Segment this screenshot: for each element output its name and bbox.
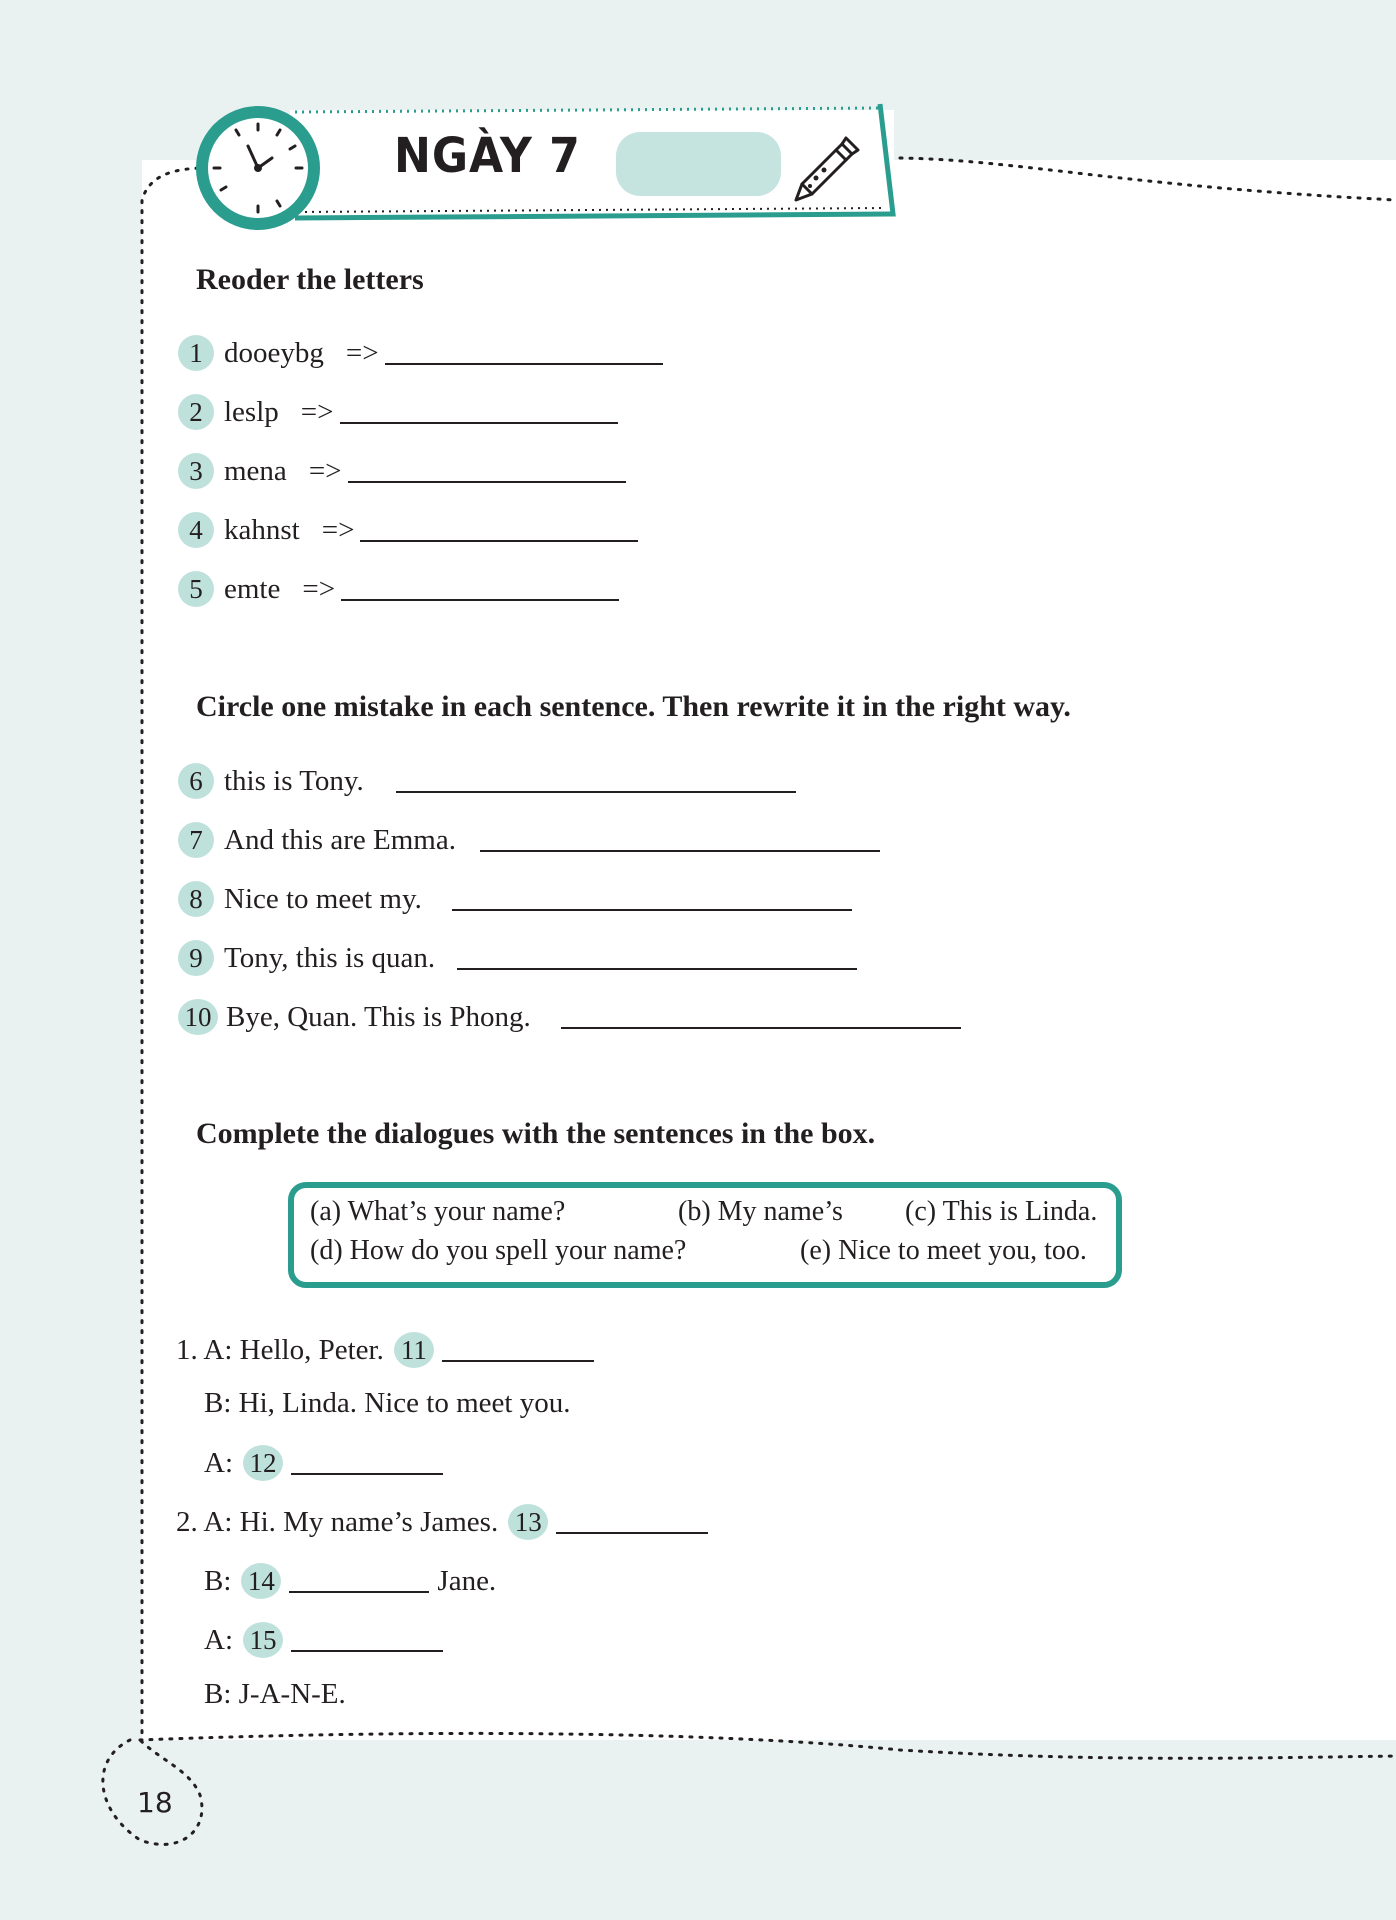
section1-heading: Reoder the letters — [196, 263, 424, 296]
sentence-text: And this are Emma. — [224, 823, 456, 856]
scrambled-word: emte — [224, 572, 281, 605]
sentence-item — [178, 940, 857, 976]
answer-blank[interactable] — [348, 481, 626, 483]
answer-blank[interactable] — [360, 540, 638, 542]
sentence-item — [178, 881, 852, 917]
dialogue-text: Jane. — [437, 1564, 497, 1597]
answer-blank[interactable] — [561, 1027, 961, 1029]
page-title: NGÀY 7 — [394, 128, 581, 184]
number-badge: 15 — [243, 1622, 283, 1658]
answer-blank[interactable] — [442, 1360, 594, 1362]
option-b: (b) My name’s — [678, 1196, 843, 1227]
clock-icon — [196, 106, 320, 230]
number-badge: 4 — [178, 512, 214, 548]
dialogue-text: 2. A: Hi. My name’s James. — [176, 1505, 499, 1538]
answer-blank[interactable] — [385, 363, 663, 365]
number-badge: 3 — [178, 453, 214, 489]
dialogue-text: B: J-A-N-E. — [204, 1678, 346, 1710]
dialogue1-line1 — [176, 1332, 594, 1368]
number-badge: 1 — [178, 335, 214, 371]
answer-blank[interactable] — [396, 791, 796, 793]
arrow: => — [308, 454, 342, 487]
number-badge: 9 — [178, 940, 214, 976]
section2-heading: Circle one mistake in each sentence. Then rewrite it in the right way. — [196, 690, 1071, 723]
dialogue2-line2 — [204, 1563, 496, 1599]
dialogue1-line3 — [204, 1445, 443, 1481]
answer-blank[interactable] — [452, 909, 852, 911]
dialogue2-line1 — [176, 1504, 708, 1540]
number-badge: 2 — [178, 394, 214, 430]
answer-blank[interactable] — [291, 1473, 443, 1475]
scrambled-word: leslp — [224, 395, 279, 428]
sentence-text: this is Tony. — [224, 764, 364, 797]
sentence-item — [178, 763, 796, 799]
sentence-text: Tony, this is quan. — [224, 941, 436, 974]
dialogue-text: A: — [204, 1623, 233, 1656]
arrow: => — [300, 395, 334, 428]
dialogue1-line2 — [204, 1387, 570, 1420]
arrow: => — [321, 513, 355, 546]
pencil-icon — [788, 128, 864, 204]
dialogue-text: A: — [204, 1446, 233, 1479]
reorder-item — [178, 335, 663, 371]
number-badge: 7 — [178, 822, 214, 858]
reorder-item — [178, 571, 619, 607]
answer-blank[interactable] — [556, 1532, 708, 1534]
dialogue-text: 1. A: Hello, Peter. — [176, 1333, 384, 1366]
number-badge: 8 — [178, 881, 214, 917]
answer-blank[interactable] — [341, 599, 619, 601]
reorder-item — [178, 394, 618, 430]
scrambled-word: dooeybg — [224, 336, 324, 369]
answer-blank[interactable] — [291, 1650, 443, 1652]
sentence-item — [178, 999, 961, 1035]
arrow: => — [345, 336, 379, 369]
answer-blank[interactable] — [340, 422, 618, 424]
dialogue2-line4 — [204, 1678, 346, 1711]
option-a: (a) What’s your name? — [310, 1196, 566, 1227]
scrambled-word: kahnst — [224, 513, 300, 546]
dialogue-text: B: — [204, 1564, 232, 1597]
title-pill — [616, 132, 781, 196]
page-number: 18 — [137, 1786, 173, 1819]
arrow: => — [302, 572, 336, 605]
number-badge: 14 — [241, 1563, 281, 1599]
option-e: (e) Nice to meet you, too. — [800, 1235, 1087, 1266]
number-badge: 6 — [178, 763, 214, 799]
number-badge: 13 — [508, 1504, 548, 1540]
reorder-item — [178, 453, 626, 489]
scrambled-word: mena — [224, 454, 287, 487]
option-d: (d) How do you spell your name? — [310, 1235, 687, 1266]
sentence-text: Nice to meet my. — [224, 882, 422, 915]
number-badge: 11 — [394, 1332, 434, 1368]
number-badge: 12 — [243, 1445, 283, 1481]
number-badge: 10 — [178, 999, 218, 1035]
section3-heading: Complete the dialogues with the sentences in the box. — [196, 1117, 876, 1150]
sentence-item — [178, 822, 880, 858]
dialogue-text: B: Hi, Linda. Nice to meet you. — [204, 1387, 571, 1419]
dialogue2-line3 — [204, 1622, 443, 1658]
answer-blank[interactable] — [289, 1591, 429, 1593]
answer-blank[interactable] — [457, 968, 857, 970]
answer-blank[interactable] — [480, 850, 880, 852]
number-badge: 5 — [178, 571, 214, 607]
option-c: (c) This is Linda. — [905, 1196, 1098, 1227]
reorder-item — [178, 512, 638, 548]
sentence-text: Bye, Quan. This is Phong. — [226, 1000, 531, 1033]
